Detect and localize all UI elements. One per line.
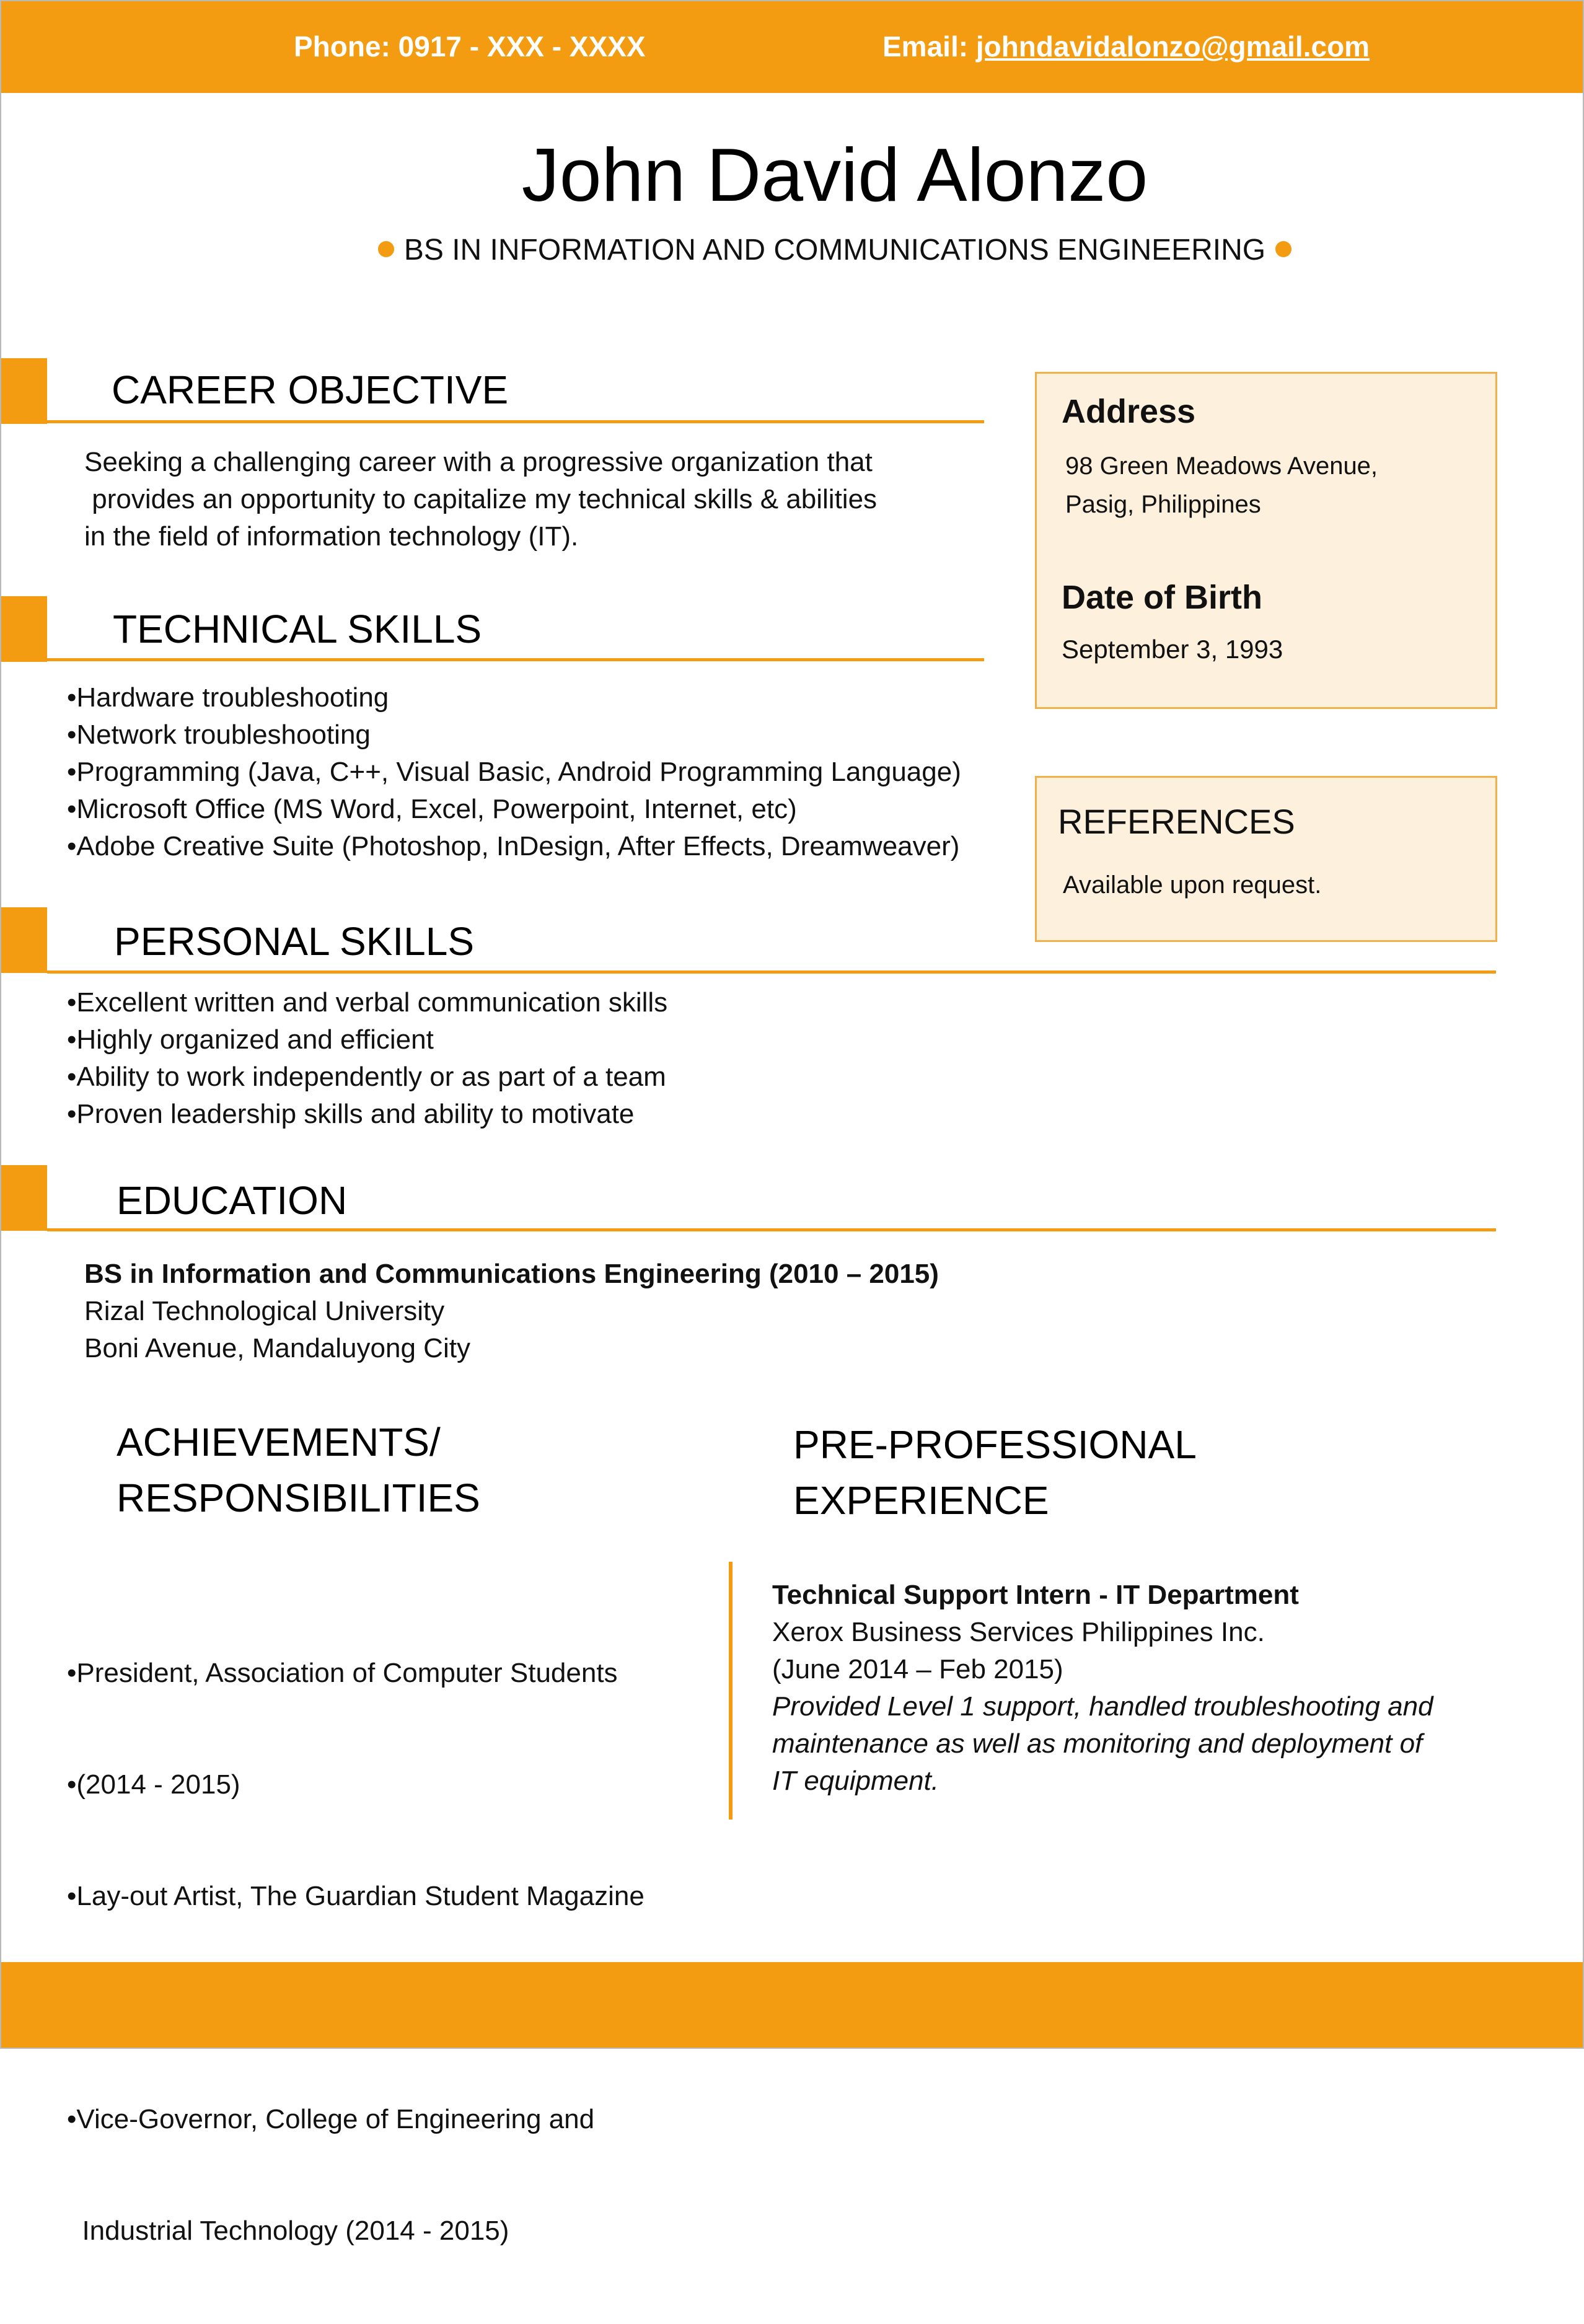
- address-value: [1065, 447, 1378, 524]
- education-heading: EDUCATION: [117, 1178, 348, 1223]
- list-item: •Network troubleshooting: [67, 720, 371, 750]
- list-item: •Adobe Creative Suite (Photoshop, InDesign, After Effects, Dreamweaver): [67, 831, 960, 861]
- experience-heading: [793, 1417, 1197, 1528]
- heading-line: EXPERIENCE: [793, 1478, 1049, 1523]
- education-details: [84, 1256, 939, 1367]
- list-item: •Programming (Java, C++, Visual Basic, Android Programming Language): [67, 757, 961, 787]
- achievements-list: [67, 1580, 645, 2324]
- experience-role: Technical Support Intern - IT Department: [772, 1580, 1299, 1610]
- career-objective-text: [84, 444, 877, 555]
- address-line: Pasig, Philippines: [1065, 491, 1261, 518]
- list-item: •Highly organized and efficient: [67, 1024, 434, 1055]
- degree-subtitle: [1, 233, 1584, 267]
- career-objective-heading: CAREER OBJECTIVE: [112, 368, 509, 412]
- technical-skills-heading: TECHNICAL SKILLS: [113, 607, 482, 651]
- personal-skills-heading: PERSONAL SKILLS: [114, 919, 474, 964]
- address-label: Address: [1062, 393, 1196, 430]
- references-box: [1035, 776, 1497, 942]
- list-item: •Hardware troubleshooting: [67, 682, 389, 713]
- section-divider: [47, 1228, 1496, 1231]
- references-heading: REFERENCES: [1058, 802, 1295, 841]
- section-marker: [1, 596, 47, 662]
- experience-details: [772, 1577, 1433, 1800]
- email-link[interactable]: johndavidalonzo@gmail.com: [975, 30, 1370, 63]
- email-label: Email:: [882, 30, 976, 63]
- bullet-dot-icon: [378, 241, 394, 257]
- section-marker: [1, 358, 47, 424]
- experience-description-line: maintenance as well as monitoring and deployment of: [772, 1728, 1423, 1759]
- bullet-dot-icon: [1275, 241, 1291, 257]
- section-marker: [1, 1165, 47, 1231]
- column-divider: [729, 1562, 733, 1820]
- list-item: •(2014 - 2015): [67, 1769, 240, 1800]
- list-item: •Ability to work independently or as part of a team: [67, 1062, 666, 1092]
- heading-line: PRE-PROFESSIONAL: [793, 1422, 1197, 1467]
- references-text: Available upon request.: [1063, 871, 1322, 899]
- section-divider: [47, 658, 984, 661]
- text-line: in the field of information technology (IT).: [84, 521, 579, 552]
- list-item: •Vice-Governor, College of Engineering and: [67, 2104, 595, 2134]
- list-item: •Microsoft Office (MS Word, Excel, Powerpoint, Internet, etc): [67, 794, 797, 824]
- dob-value: September 3, 1993: [1062, 635, 1283, 664]
- footer-bar: [1, 1962, 1583, 2048]
- personal-skills-list: [67, 984, 667, 1133]
- list-item: •Lay-out Artist, The Guardian Student Magazine: [67, 1881, 645, 1911]
- list-item: •President, Association of Computer Students: [67, 1658, 618, 1688]
- education-school: Rizal Technological University: [84, 1296, 445, 1326]
- education-address: Boni Avenue, Mandaluyong City: [84, 1333, 470, 1363]
- list-item: •Proven leadership skills and ability to motivate: [67, 1099, 635, 1129]
- section-divider: [47, 420, 984, 423]
- experience-company: Xerox Business Services Philippines Inc.: [772, 1617, 1265, 1647]
- list-item: Industrial Technology (2014 - 2015): [67, 2216, 509, 2246]
- candidate-name: John David Alonzo: [521, 133, 1148, 217]
- experience-dates: (June 2014 – Feb 2015): [772, 1654, 1063, 1684]
- degree-text: BS IN INFORMATION AND COMMUNICATIONS ENGINEERING: [403, 234, 1266, 266]
- technical-skills-list: [67, 679, 961, 865]
- achievements-heading: [117, 1414, 480, 1526]
- section-marker: [1, 907, 47, 973]
- experience-description-line: IT equipment.: [772, 1766, 939, 1796]
- personal-info-box: [1035, 372, 1497, 709]
- address-line: 98 Green Meadows Avenue,: [1065, 452, 1378, 480]
- text-line: provides an opportunity to capitalize my technical skills & abilities: [84, 484, 878, 514]
- contact-header-bar: [1, 1, 1583, 93]
- list-item: •Excellent written and verbal communication skills: [67, 987, 668, 1018]
- section-divider: [47, 971, 1496, 974]
- text-line: Seeking a challenging career with a progressive organization that: [84, 447, 873, 477]
- experience-description-line: Provided Level 1 support, handled troubleshooting and: [772, 1691, 1433, 1722]
- dob-label: Date of Birth: [1062, 579, 1262, 616]
- heading-line: RESPONSIBILITIES: [117, 1476, 480, 1520]
- phone-number: Phone: 0917 - XXX - XXXX: [294, 30, 646, 63]
- education-degree: BS in Information and Communications Engineering (2010 – 2015): [84, 1259, 939, 1289]
- heading-line: ACHIEVEMENTS/: [117, 1420, 441, 1464]
- email-line: [882, 30, 1370, 63]
